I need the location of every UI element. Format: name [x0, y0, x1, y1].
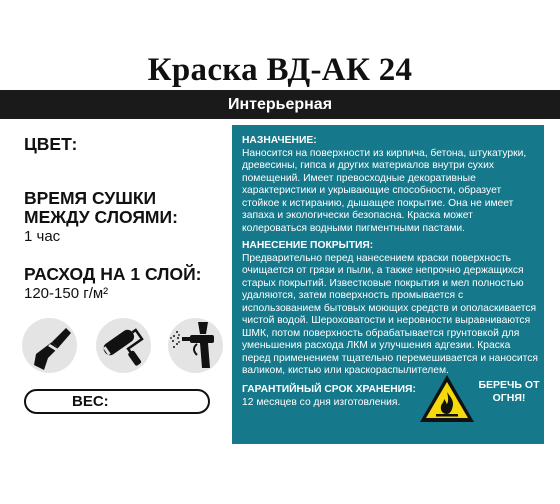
warranty-heading: ГАРАНТИЙНЫЙ СРОК ХРАНЕНИЯ:	[242, 384, 416, 395]
fire-warning-text: БЕРЕЧЬ ОТ ОГНЯ!	[478, 379, 540, 404]
warranty-section	[242, 384, 417, 409]
application-tools	[22, 318, 227, 374]
purpose-heading: НАЗНАЧЕНИЕ:	[242, 135, 317, 146]
purpose-section	[242, 135, 540, 235]
application-text: Предварительно перед нанесением краски поверхность очищается от грязи и пыли, а также непрочно держащихся старых покрытий. Известковые покрытия и мел полностью удаляются, затем поверхность промывается с использованием бытовых моющих средств и ополаскивается чистой водой. Шероховатости и неровности выравниваются ШМК, потом поверхность обрабатывается грунтовкой для уменьшения расхода ЛКМ и улучшения адгезии. Краска перед применением тщательно перемешивается и наносится валиком, кистью или краскораспылителем.	[242, 252, 538, 376]
color-label: ЦВЕТ:	[24, 134, 78, 154]
application-section	[242, 240, 540, 378]
spray-gun-icon	[168, 318, 223, 373]
drying-time-value: 1 час	[24, 228, 61, 245]
consumption-value: 120-150 г/м²	[24, 285, 109, 302]
weight-field	[24, 389, 210, 414]
flammable-warning-icon	[418, 373, 476, 425]
weight-label: ВЕС:	[72, 393, 109, 410]
consumption-label: РАСХОД НА 1 СЛОЙ:	[24, 264, 202, 284]
paint-roller-icon	[96, 318, 151, 373]
brush-icon	[22, 318, 77, 373]
drying-time-label: ВРЕМЯ СУШКИ МЕЖДУ СЛОЯМИ:	[24, 188, 178, 227]
warranty-text: 12 месяцев со дня изготовления.	[242, 396, 401, 408]
product-title: Краска ВД-АК 24	[147, 52, 413, 88]
application-heading: НАНЕСЕНИЕ ПОКРЫТИЯ:	[242, 240, 374, 251]
subtitle-band: Интерьерная	[0, 90, 560, 119]
purpose-text: Наносится на поверхности из кирпича, бетона, штукатурки, древесины, гипса и других материалов внутри сухих помещений. Имеет превосходные декоративные характеристики и укрывающие способности, образует стойкое к истиранию, дышащее покрытие. Она не имеет запаха и экологически безопасна. Краска может колероваться водными пигментными пастами.	[242, 147, 527, 234]
specs-column	[24, 135, 224, 302]
